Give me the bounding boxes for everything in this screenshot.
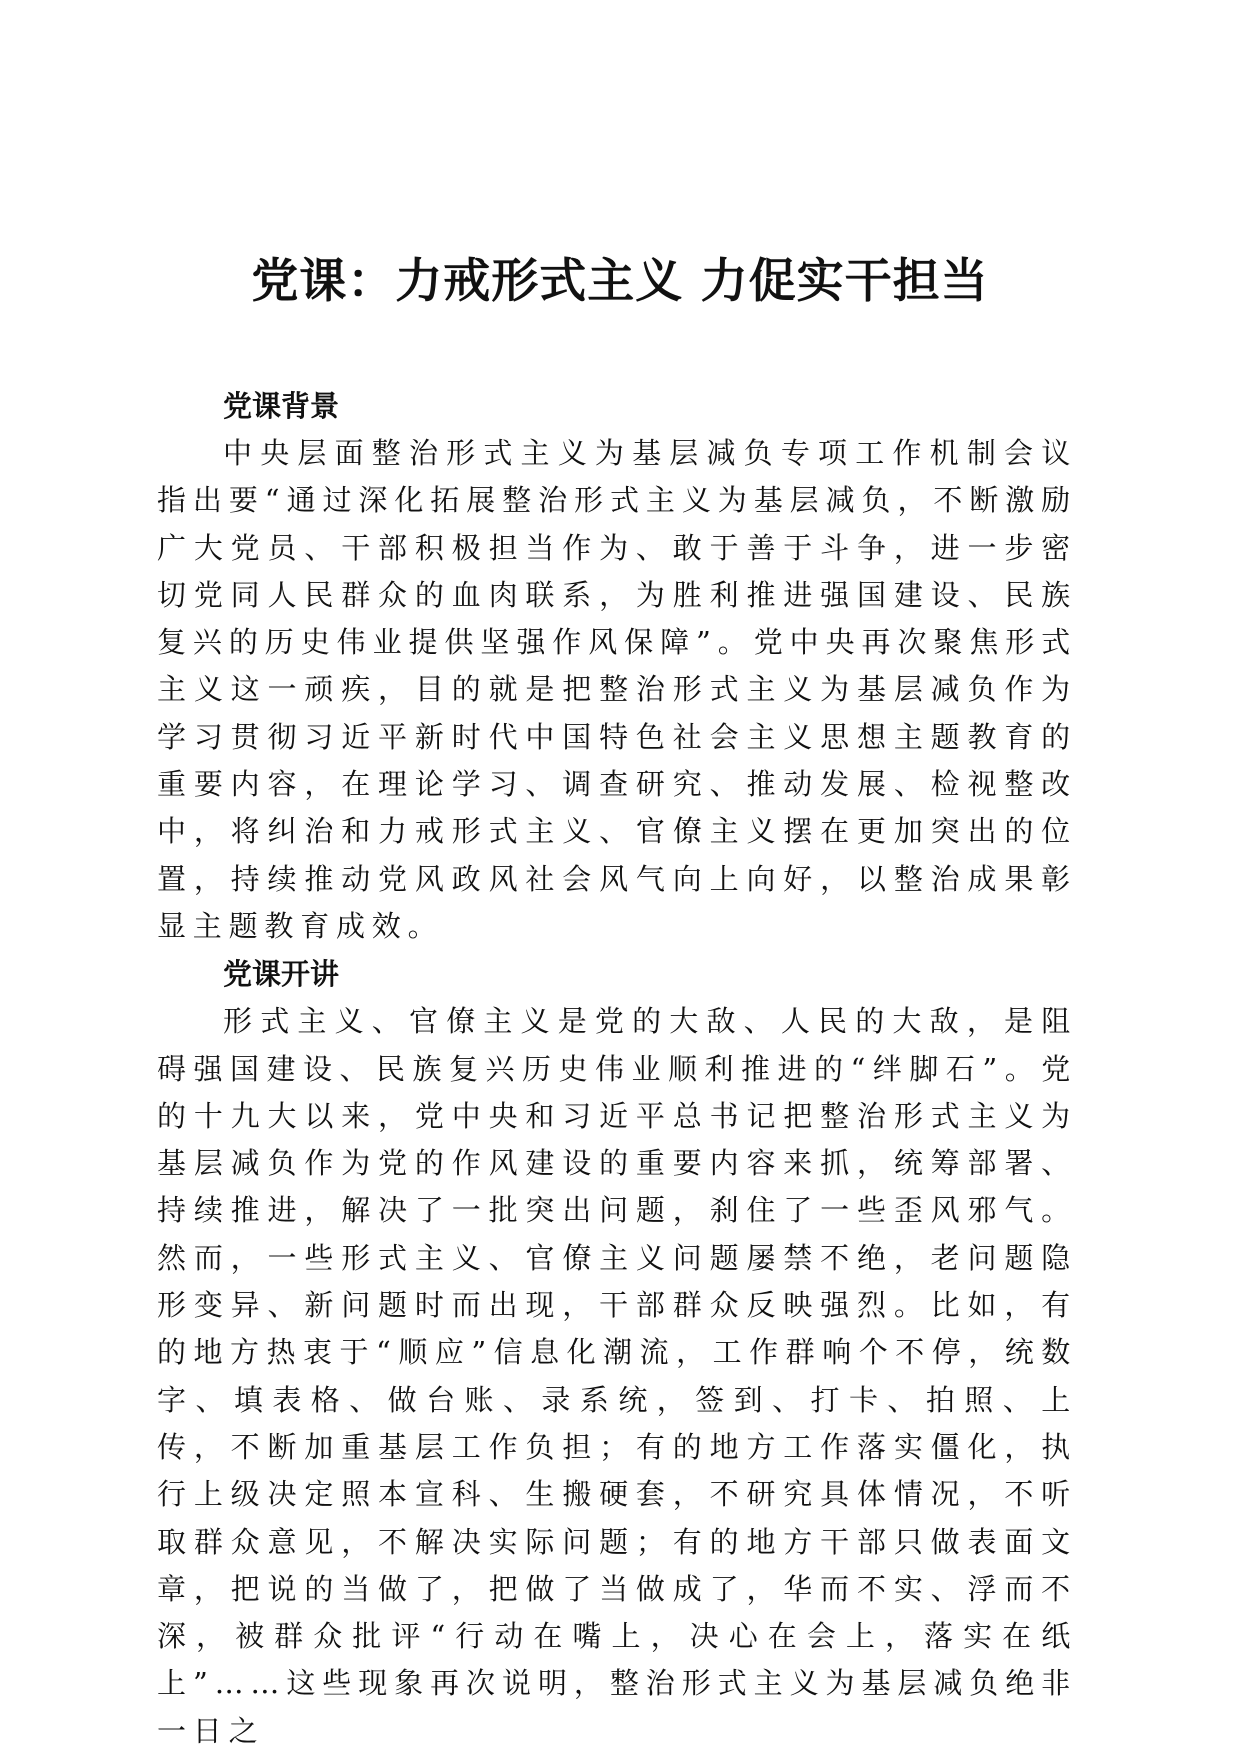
document-body xyxy=(157,382,1077,1755)
section-background xyxy=(157,382,1077,950)
section-heading: 党课开讲 xyxy=(223,957,340,992)
paragraph: 形式主义、官僚主义是党的大敌、人民的大敌，是阻碍强国建设、民族复兴历史伟业顺利推进的“绊脚石”。党的十九大以来，党中央和习近平总书记把整治形式主义为基层减负作为党的作风建设的重要内容来抓，统筹部署、持续推进，解决了一批突出问题，刹住了一些歪风邪气。然而，一些形式主义、官僚主义问题屡禁不绝，老问题隐形变异、新问题时而出现，干部群众反映强烈。比如，有的地方热衷于“顺应”信息化潮流，工作群响个不停，统数字、填表格、做台账、录系统，签到、打卡、拍照、上传，不断加重基层工作负担；有的地方工作落实僵化，执行上级决定照本宣科、生搬硬套，不研究具体情况，不听取群众意见，不解决实际问题；有的地方干部只做表面文章，把说的当做了，把做了当做成了，华而不实、浮而不深，被群众批评“行动在嘴上，决心在会上，落实在纸上”……这些现象再次说明，整治形式主义为基层减负绝非一日之 xyxy=(157,1004,1077,1748)
section-heading: 党课背景 xyxy=(223,389,340,423)
document-title: 党课：力戒形式主义 力促实干担当 xyxy=(251,254,989,309)
paragraph: 中央层面整治形式主义为基层减负专项工作机制会议指出要“通过深化拓展整治形式主义为基层减负，不断激励广大党员、干部积极担当作为、敢于善于斗争，进一步密切党同人民群众的血肉联系，为胜利推进强国建设、民族复兴的历史伟业提供坚强作风保障”。党中央再次聚焦形式主义这一顽疾，目的就是把整治形式主义为基层减负作为学习贯彻习近平新时代中国特色社会主义思想主题教育的重要内容，在理论学习、调查研究、推动发展、检视整改中，将纠治和力戒形式主义、官僚主义摆在更加突出的位置，持续推动党风政风社会风气向上向好，以整治成果彰显主题教育成效。 xyxy=(157,436,1077,943)
section-lecture xyxy=(157,950,1077,1755)
